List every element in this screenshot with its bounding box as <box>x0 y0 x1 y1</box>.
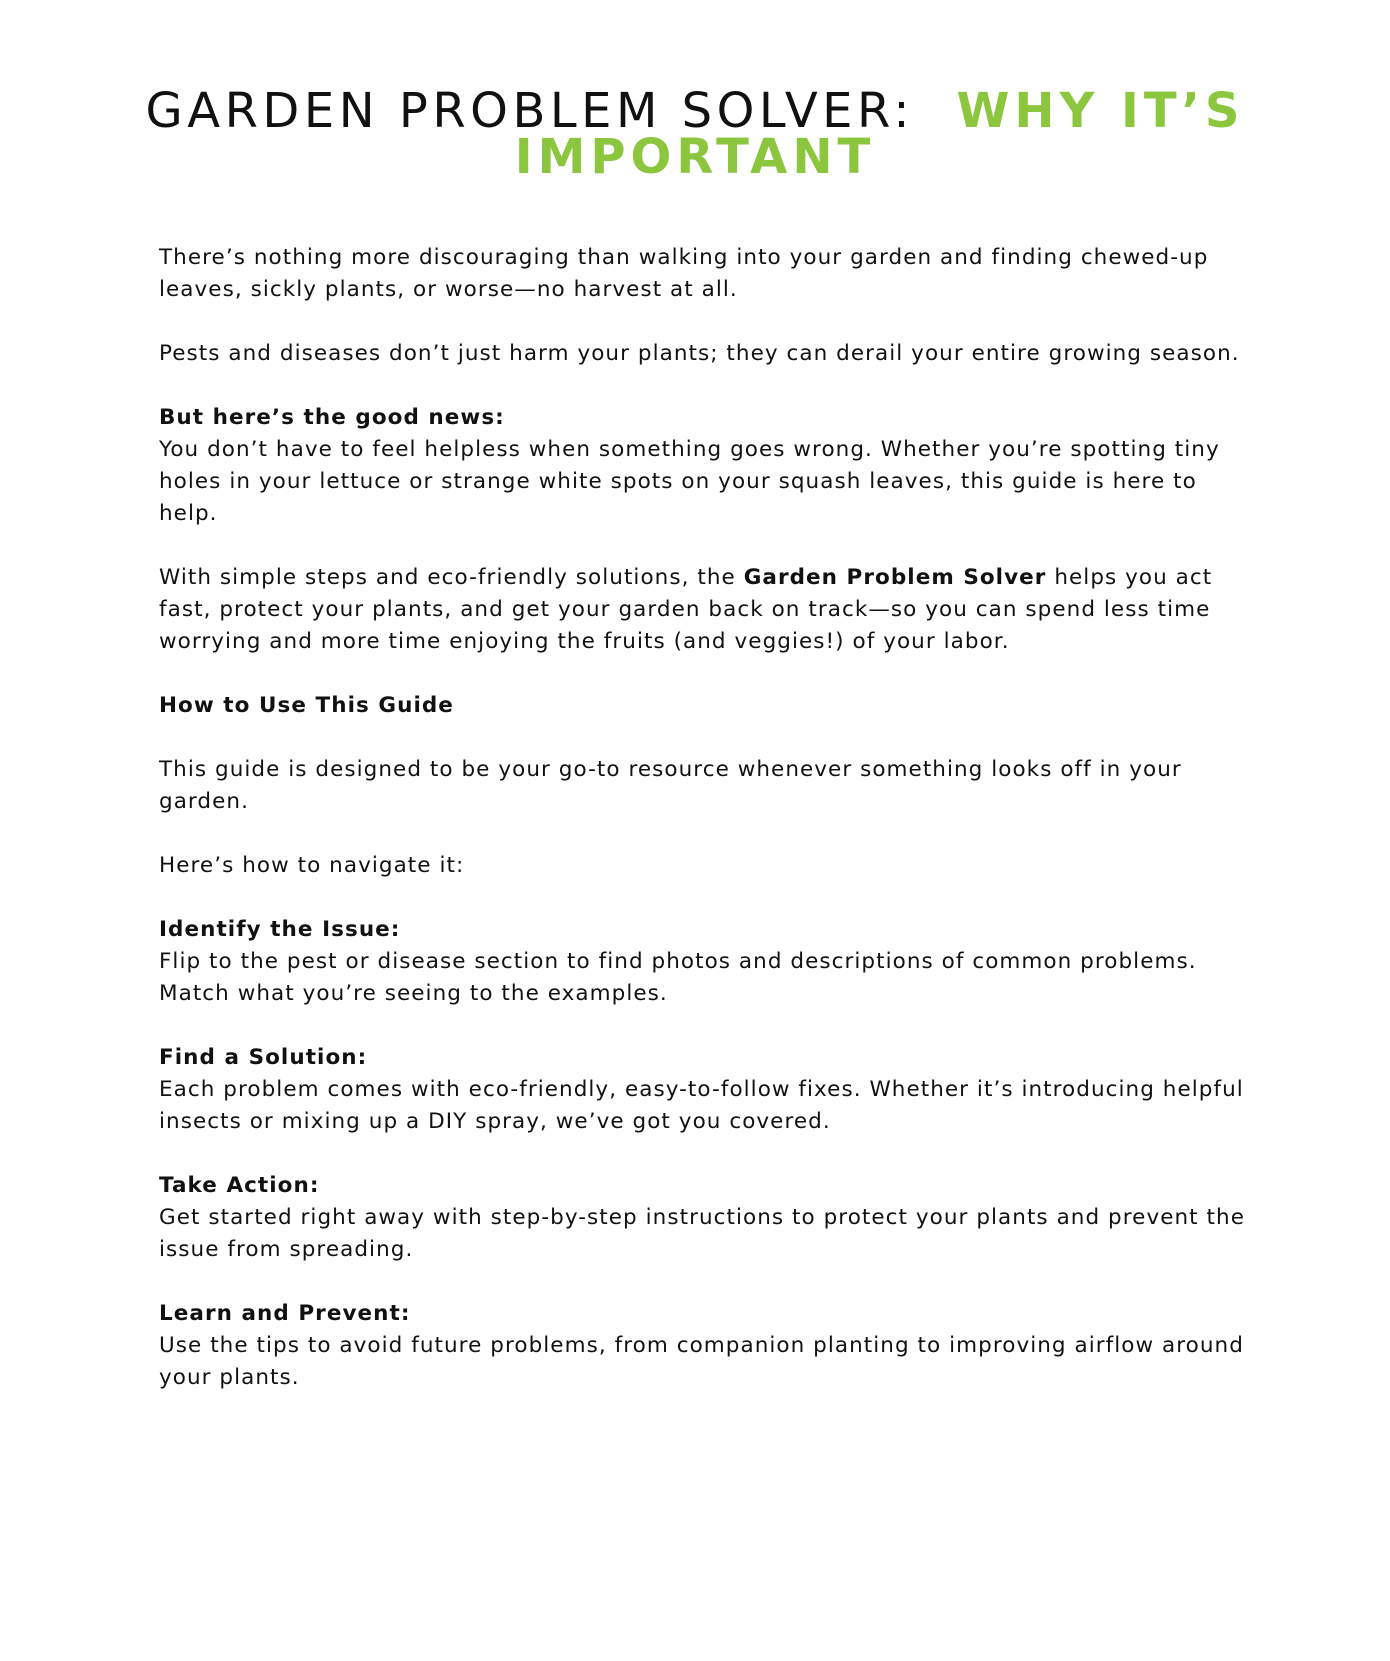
article-body <box>159 242 1249 1426</box>
step-body: Flip to the pest or disease section to find photos and descriptions of common problems. Match what you’re seeing to the examples. <box>159 949 1197 1006</box>
step-body: Get started right away with step-by-step instructions to protect your plants and prevent the issue from spreading. <box>159 1205 1245 1262</box>
page-title-light: GARDEN PROBLEM SOLVER: <box>145 83 915 139</box>
good-news-body: You don’t have to feel helpless when something goes wrong. Whether you’re spotting tiny holes in your lettuce or strange white spots on your squash leaves, this guide is here to help. <box>159 437 1220 526</box>
solver-paragraph <box>159 562 1249 658</box>
solver-text-after: helps you act fast, protect your plants, and get your garden back on track—so you can spend less time worrying and more time enjoying the fruits (and veggies!) of your labor. <box>159 565 1213 654</box>
good-news-heading: But here’s the good news: <box>159 405 505 430</box>
page-title <box>100 83 1290 185</box>
solver-text-before: With simple steps and eco-friendly solutions, the <box>159 565 744 590</box>
step-identify <box>159 914 1249 1010</box>
step-find-solution <box>159 1042 1249 1138</box>
step-body: Each problem comes with eco-friendly, easy-to-follow fixes. Whether it’s introducing helpful insects or mixing up a DIY spray, we’ve got you covered. <box>159 1077 1244 1134</box>
how-to-paragraph-2: Here’s how to navigate it: <box>159 853 465 878</box>
step-body: Use the tips to avoid future problems, from companion planting to improving airflow around your plants. <box>159 1333 1244 1390</box>
step-heading: Find a Solution: <box>159 1045 368 1070</box>
intro-paragraph-1: There’s nothing more discouraging than walking into your garden and finding chewed-up leaves, sickly plants, or worse—no harvest at all. <box>159 245 1209 302</box>
how-to-heading <box>159 690 1249 722</box>
step-learn-prevent <box>159 1298 1249 1394</box>
step-heading: Learn and Prevent: <box>159 1301 411 1326</box>
solver-product-name: Garden Problem Solver <box>743 565 1047 590</box>
step-heading: Identify the Issue: <box>159 917 401 942</box>
page-title-accent: WHY IT’S IMPORTANT <box>514 83 1245 185</box>
good-news-section <box>159 402 1249 530</box>
intro-paragraph-2: Pests and diseases don’t just harm your plants; they can derail your entire growing season. <box>159 341 1240 366</box>
how-to-paragraph-1: This guide is designed to be your go-to resource whenever something looks off in your garden. <box>159 757 1182 814</box>
how-to-heading-text: How to Use This Guide <box>159 693 454 718</box>
step-heading: Take Action: <box>159 1173 320 1198</box>
step-take-action <box>159 1170 1249 1266</box>
